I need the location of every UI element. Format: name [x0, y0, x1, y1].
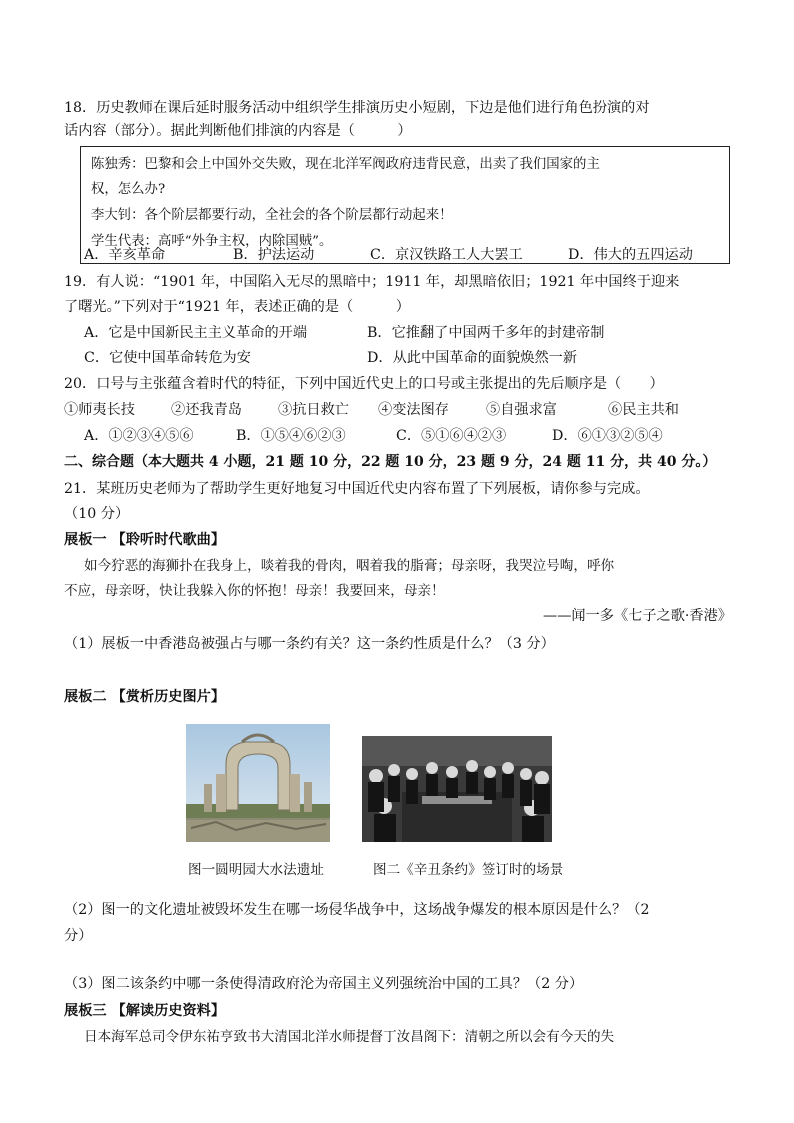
q19-stem-line1: 19．有人说：“1901 年，中国陷入无尽的黑暗中；1911 年，却黑暗依旧；1921 年中国终于迎来	[64, 274, 680, 290]
q19-option-b: B．它推翻了中国两千多年的封建帝制	[367, 325, 605, 341]
q18-option-a: A．辛亥革命	[84, 247, 166, 263]
board2-question2-line1: （2）图一的文化遗址被毁坏发生在哪一场侵华战争中，这场战争爆发的根本原因是什么？（2	[64, 902, 650, 918]
q20-option-c: C．⑤①⑥④②③	[396, 428, 507, 444]
yuanmingyuan-ruins-image	[186, 724, 330, 842]
figure1-caption: 图一圆明园大水法遗址	[188, 862, 324, 878]
q18-option-d: D．伟大的五四运动	[568, 247, 693, 263]
q19-stem-line2: 了曙光。”下列对于“1921 年，表述正确的是（ ）	[64, 299, 410, 315]
board3-text-line1: 日本海军总司令伊东祐亨致书大清国北洋水师提督丁汝昌阁下：清朝之所以会有今天的失	[84, 1029, 615, 1045]
board1-source: ——闻一多《七子之歌·香港》	[543, 608, 732, 624]
dialogue-line: 权，怎么办?	[91, 182, 166, 197]
section-heading: 二、综合题（本大题共 4 小题，21 题 10 分，22 题 10 分，23 题 9 分，24 题 11 分，共 40 分。）	[64, 454, 717, 470]
q20-option-d: D．⑥①③②⑤④	[552, 428, 663, 444]
q18-stem-line2: 话内容（部分）。据此判断他们排演的内容是（ ）	[64, 123, 412, 139]
dialogue-line: 李大钊：各个阶层都要行动，全社会的各个阶层都行动起来！	[91, 208, 453, 223]
q19-option-c: C．它使中国革命转危为安	[84, 350, 251, 366]
board2-question2-line2: 分）	[64, 928, 93, 944]
q20-item: ③抗日救亡	[278, 402, 349, 418]
board1-poem-line1: 如今狞恶的海狮扑在我身上，啖着我的骨肉，咽着我的脂膏；母亲呀，我哭泣号啕，呼你	[84, 558, 615, 574]
q19-option-d: D．从此中国革命的面貌焕然一新	[367, 350, 578, 366]
q18-option-c: C．京汉铁路工人大罢工	[370, 247, 523, 263]
q20-item: ⑥民主共和	[608, 402, 679, 418]
q18-option-b: B．护法运动	[233, 247, 315, 263]
q21-stem-line2: （10 分）	[64, 506, 130, 522]
q20-option-a: A．①②③④⑤⑥	[84, 428, 194, 444]
q20-item: ④变法图存	[378, 402, 449, 418]
q20-stem: 20．口号与主张蕴含着时代的特征，下列中国近代史上的口号或主张提出的先后顺序是（ ）	[64, 376, 664, 392]
q20-option-b: B．①⑤④⑥②③	[236, 428, 346, 444]
q20-item: ①师夷长技	[64, 402, 135, 418]
q20-item: ②还我青岛	[171, 402, 242, 418]
board2-question3: （3）图二该条约中哪一条使得清政府沦为帝国主义列强统治中国的工具？（2 分）	[64, 976, 584, 992]
q18-stem-line1: 18．历史教师在课后延时服务活动中组织学生排演历史小短剧，下边是他们进行角色扮演的对	[64, 100, 650, 116]
board2-title: 展板二 【赏析历史图片】	[64, 689, 226, 705]
xinchou-treaty-photo	[362, 736, 552, 842]
figure2-caption: 图二《辛丑条约》签订时的场景	[373, 862, 564, 878]
q19-option-a: A．它是中国新民主主义革命的开端	[84, 325, 308, 341]
q21-stem-line1: 21．某班历史老师为了帮助学生更好地复习中国近代史内容布置了下列展板，请你参与完成。	[64, 481, 650, 497]
board1-question1: （1）展板一中香港岛被强占与哪一条约有关？这一条约性质是什么？（3 分）	[64, 636, 555, 652]
q20-item: ⑤自强求富	[486, 402, 557, 418]
board1-title: 展板一 【聆听时代歌曲】	[64, 532, 226, 548]
board3-title: 展板三 【解读历史资料】	[64, 1003, 226, 1019]
board1-poem-line2: 不应，母亲呀，快让我躲入你的怀抱！母亲！我要回来，母亲！	[64, 583, 445, 599]
dialogue-line: 陈独秀：巴黎和会上中国外交失败，现在北洋军阀政府违背民意，出卖了我们国家的主	[91, 157, 600, 172]
dialogue-line: 学生代表：高呼“外争主权，内除国贼”。	[91, 234, 333, 249]
